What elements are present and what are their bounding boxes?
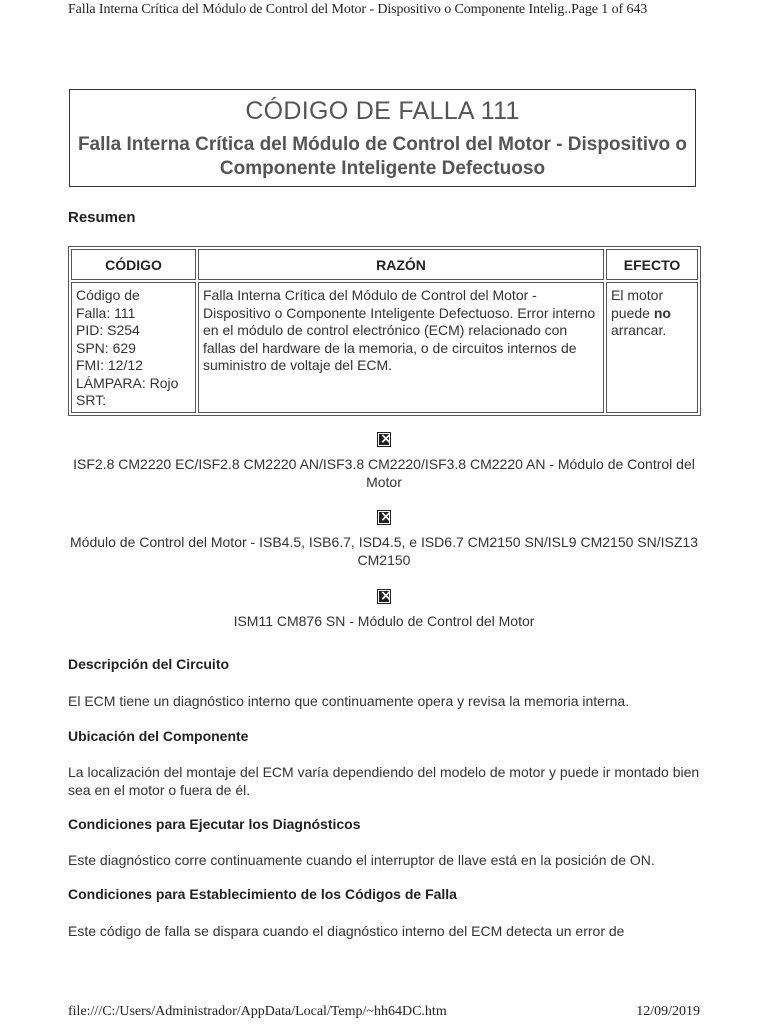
figure-2 — [68, 510, 700, 569]
effect-text-post: arrancar. — [611, 322, 667, 338]
page-subtitle: Falla Interna Crítica del Módulo de Control del Motor - Dispositivo o Componente Inteligente Defectuoso — [77, 134, 688, 179]
table-row — [71, 282, 698, 413]
reason-cell: Falla Interna Crítica del Módulo de Control del Motor - Dispositivo o Componente Inteligente Defectuoso. Error interno en el módulo de control electrónico (ECM) relacionado con fallas del hardware de la memoria, o de circuitos internos de suministro de voltaje del ECM. — [198, 282, 604, 413]
section-heading-location: Ubicación del Componente — [68, 728, 249, 744]
broken-image-icon — [377, 510, 391, 525]
table-header-effect: EFECTO — [606, 249, 698, 280]
figure-caption: Módulo de Control del Motor - ISB4.5, ISB6.7, ISD4.5, e ISD6.7 CM2150 SN/ISL9 CM2150 SN/ISZ13 CM2150 — [70, 534, 698, 568]
code-line: Código de — [76, 287, 140, 303]
summary-table — [68, 246, 701, 416]
section-text-location: La localización del montaje del ECM varía dependiendo del modelo de motor y puede ir montado bien sea en el motor o fuera de él. — [68, 764, 700, 798]
code-line: SPN: 629 — [76, 339, 136, 356]
code-line: Falla: 111 — [76, 304, 136, 321]
section-text-circuit: El ECM tiene un diagnóstico interno que continuamente opera y revisa la memoria interna. — [68, 693, 630, 709]
figure-1 — [68, 432, 700, 491]
code-cell — [71, 282, 196, 413]
effect-text-pre: El motor puede — [611, 287, 664, 321]
section-heading-set-conditions: Condiciones para Establecimiento de los Códigos de Falla — [68, 886, 457, 902]
table-header-row — [71, 249, 698, 280]
section-heading-circuit: Descripción del Circuito — [68, 656, 230, 672]
code-line: LÁMPARA: Rojo — [76, 374, 179, 391]
footer-file-path: file:///C:/Users/Administrador/AppData/Local/Temp/~hh64DC.htm — [68, 1004, 447, 1019]
effect-text-bold: no — [653, 304, 671, 321]
title-box — [69, 89, 696, 187]
section-heading-run-conditions: Condiciones para Ejecutar los Diagnósticos — [68, 816, 361, 832]
footer-date: 12/09/2019 — [636, 1004, 700, 1019]
figure-caption: ISF2.8 CM2220 EC/ISF2.8 CM2220 AN/ISF3.8 CM2220/ISF3.8 CM2220 AN - Módulo de Control del Motor — [73, 456, 695, 490]
summary-heading: Resumen — [68, 209, 136, 226]
section-text-set-conditions: Este código de falla se dispara cuando el diagnóstico interno del ECM detecta un error de — [68, 923, 625, 939]
broken-image-icon — [377, 589, 391, 604]
table-header-code: CÓDIGO — [71, 249, 196, 280]
page-title: CÓDIGO DE FALLA 111 — [245, 97, 520, 125]
effect-cell — [606, 282, 698, 413]
figure-3 — [68, 589, 700, 630]
figure-caption: ISM11 CM876 SN - Módulo de Control del Motor — [233, 613, 535, 629]
table-header-reason: RAZÓN — [198, 249, 604, 280]
page-header: Falla Interna Crítica del Módulo de Control del Motor - Dispositivo o Componente Intelig..Page 1 of 643 — [68, 2, 648, 17]
section-text-run-conditions: Este diagnóstico corre continuamente cuando el interruptor de llave está en la posición de ON. — [68, 852, 655, 868]
code-line: FMI: 12/12 — [76, 357, 143, 373]
broken-image-icon — [377, 432, 391, 447]
code-line: SRT: — [76, 392, 107, 408]
code-line: PID: S254 — [76, 322, 140, 338]
